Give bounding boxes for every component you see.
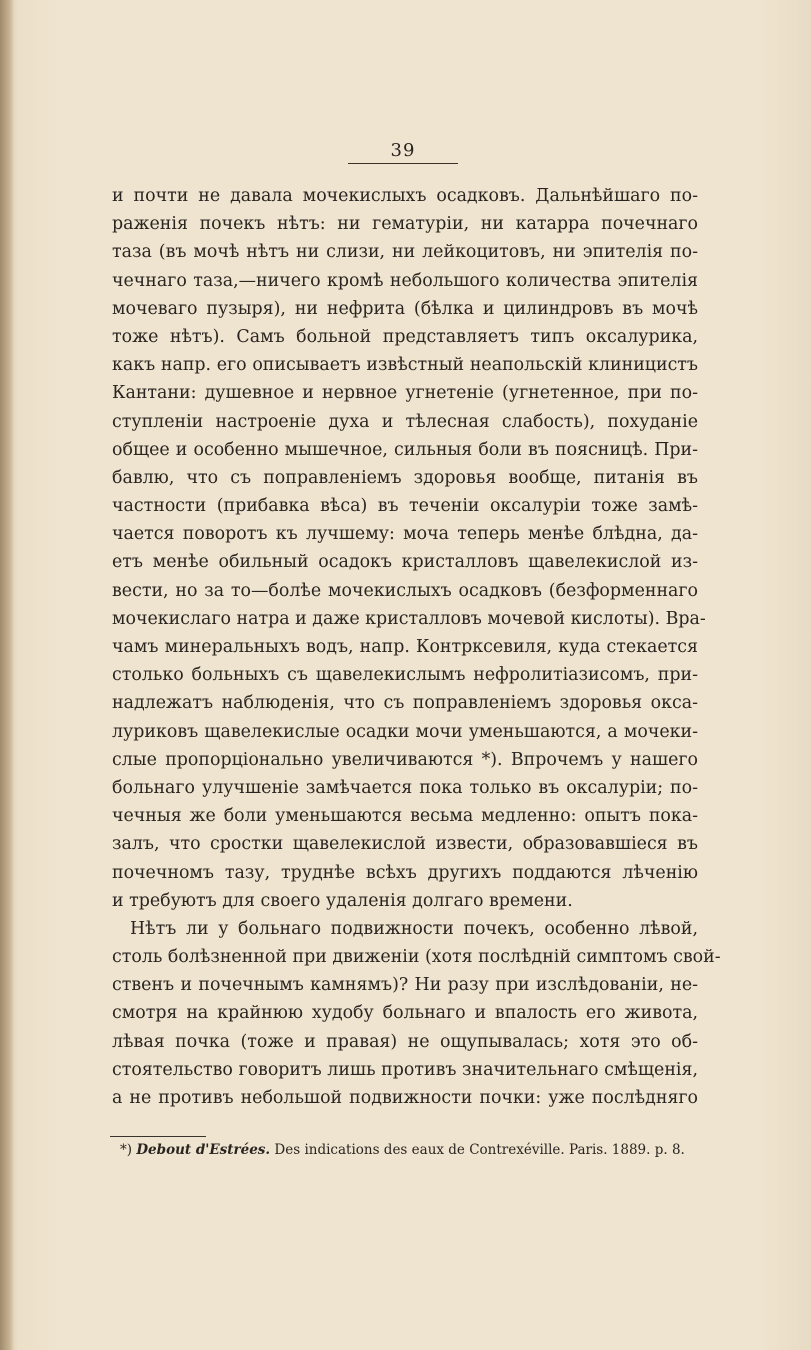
- text-line: а не противъ небольшой подвижности почки: уже послѣдняго: [112, 1088, 698, 1108]
- text-line: чается поворотъ къ лучшему: моча теперь менѣе блѣдна, да-: [112, 524, 698, 545]
- text-line: почечномъ тазу, труднѣе всѣхъ другихъ поддаются лѣченію: [112, 862, 698, 883]
- text-line: смотря на крайнюю худобу больнаго и впалость его живота,: [112, 1003, 698, 1024]
- text-line: надлежатъ наблюденія, что съ поправленіемъ здоровья окса-: [112, 693, 698, 714]
- footnote-rule: [110, 1136, 206, 1137]
- text-line: мочеваго пузыря), ни нефрита (бѣлка и цилиндровъ въ мочѣ: [112, 298, 698, 319]
- text-line: и почти не давала мочекислыхъ осадковъ. Дальнѣйшаго по-: [112, 186, 698, 206]
- text-line: лѣвая почка (тоже и правая) не ощупывалась; хотя это об-: [112, 1031, 698, 1052]
- text-line: етъ менѣе обильный осадокъ кристалловъ щавелекислой из-: [112, 552, 698, 573]
- main-text: [112, 182, 721, 1112]
- text-line: таза (въ мочѣ нѣтъ ни слизи, ни лейкоцитовъ, ни эпителія по-: [112, 242, 698, 263]
- header-rule: [348, 163, 458, 164]
- text-line: столь болѣзненной при движеніи (хотя послѣдній симптомъ свой-: [112, 947, 721, 968]
- text-line: и требуютъ для своего удаленія долгаго времени.: [112, 890, 573, 911]
- text-line: общее и особенно мышечное, сильныя боли въ поясницѣ. При-: [112, 439, 698, 460]
- text-line: больнаго улучшеніе замѣчается пока только въ оксалуріи; по-: [112, 777, 698, 798]
- text-line: чамъ минеральныхъ водъ, напр. Контрксевиля, куда стекается: [112, 637, 698, 657]
- text-line: раженія почекъ нѣтъ: ни гематуріи, ни катарра почечнаго: [112, 214, 698, 235]
- text-line: бавлю, что съ поправленіемъ здоровья вообще, питанія въ: [112, 467, 698, 488]
- text-line: тоже нѣтъ). Самъ больной представляетъ типъ оксалурика,: [112, 326, 698, 347]
- text-line: столько больныхъ съ щавелекислымъ нефролитіазисомъ, при-: [112, 665, 698, 686]
- text-line: Кантани: душевное и нервное угнетеніе (угнетенное, при по-: [112, 383, 698, 404]
- text-line: луриковъ щавелекислые осадки мочи уменьшаются, а мочеки-: [112, 721, 698, 742]
- text-line: Нѣтъ ли у больнаго подвижности почекъ, особенно лѣвой,: [130, 918, 698, 939]
- text-line: стоятельство говоритъ лишь противъ значительнаго смѣщенія,: [112, 1059, 698, 1080]
- text-line: ственъ и почечнымъ камнямъ)? Ни разу при изслѣдованіи, не-: [112, 975, 698, 996]
- footnote-marker: *): [120, 1142, 133, 1158]
- text-line: мочекислаго натра и даже кристалловъ мочевой кислоты). Вра-: [112, 608, 706, 629]
- text-line: чечнаго таза,—ничего кромѣ небольшого количества эпителія: [112, 270, 698, 291]
- page-number: 39: [390, 140, 416, 161]
- text-line: частности (прибавка вѣса) въ теченіи оксалуріи тоже замѣ-: [112, 496, 698, 517]
- text-line: вести, но за то—болѣе мочекислыхъ осадковъ (безформеннаго: [112, 580, 698, 601]
- text-line: какъ напр. его описываетъ извѣстный неапольскій клиницистъ: [112, 355, 698, 376]
- text-line: чечныя же боли уменьшаются весьма медленно: опытъ пока-: [112, 806, 698, 827]
- page-gutter-shadow: [0, 0, 14, 1350]
- footnote-text: Des indications des eaux de Contrexéville. Paris. 1889. p. 8.: [274, 1142, 685, 1158]
- text-line: залъ, что сростки щавелекислой извести, образовавшіеся въ: [112, 834, 698, 855]
- footnote: [120, 1140, 700, 1160]
- footnote-author: Debout d'Estrées.: [136, 1142, 271, 1158]
- text-line: слые пропорціонально увеличиваются *). Впрочемъ у нашего: [112, 749, 698, 770]
- text-line: ступленіи настроеніе духа и тѣлесная слабость), похуданіе: [112, 411, 698, 432]
